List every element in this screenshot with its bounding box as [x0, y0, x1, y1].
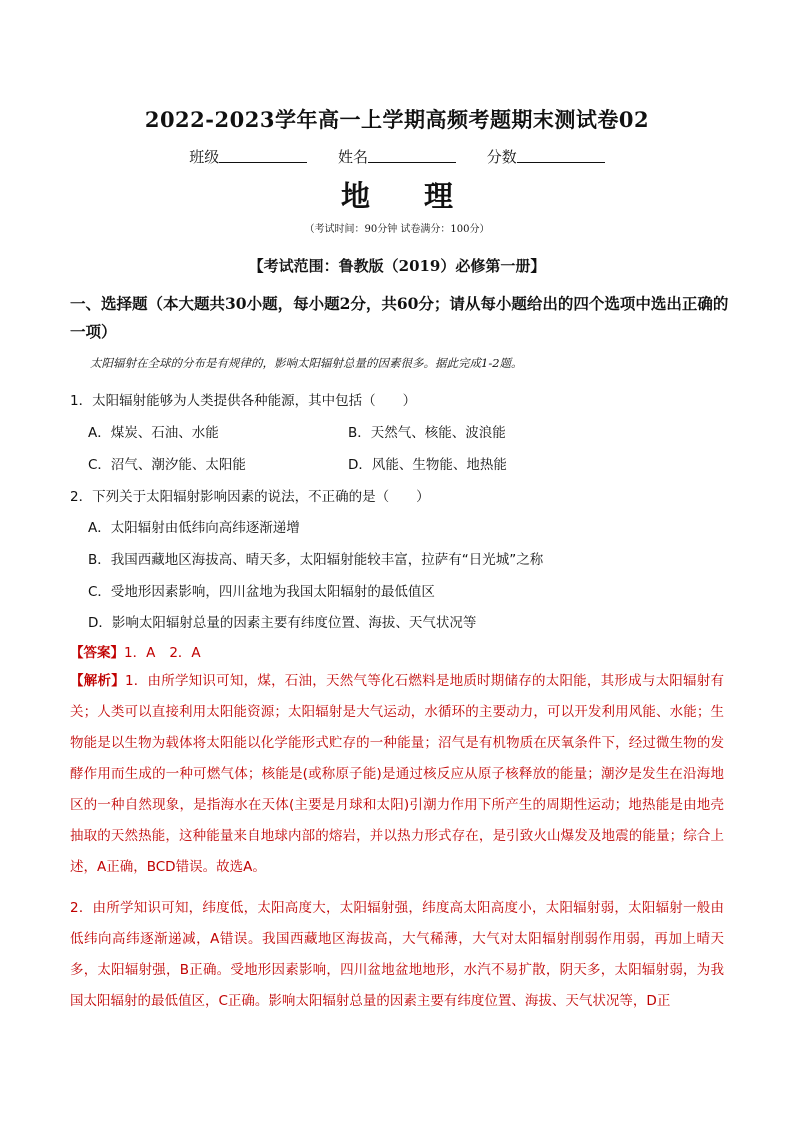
student-info-row — [0, 146, 794, 167]
name-blank[interactable] — [368, 148, 456, 163]
subject-heading: 地 理 — [340, 179, 476, 213]
class-field — [189, 146, 307, 167]
exam-scope: 【考试范围：鲁教版（2019）必修第一册】 — [248, 257, 546, 275]
score-blank[interactable] — [517, 148, 605, 163]
answer-1: 1．A — [124, 645, 156, 661]
section-heading: 一、选择题（本大题共30小题，每小题2分，共60分；请从每小题给出的四个选项中选出正确的一项） — [70, 294, 729, 341]
question-1-option-c[interactable]: C．沼气、潮汐能、太阳能 — [88, 457, 246, 473]
explanation-1 — [70, 666, 724, 883]
exam-time-note: （考试时间：90分钟 试卷满分：100分） — [304, 224, 490, 235]
answer-2: 2．A — [169, 645, 201, 661]
explanation-2 — [70, 893, 724, 1017]
question-1-option-b[interactable]: B．天然气、核能、波浪能 — [348, 425, 506, 441]
explanation-label: 【解析】 — [70, 673, 125, 689]
question-1-stem: 1．太阳辐射能够为人类提供各种能源，其中包括（ ） — [70, 393, 417, 409]
score-label: 分数 — [486, 148, 517, 166]
question-2-option-c[interactable]: C．受地形因素影响，四川盆地为我国太阳辐射的最低值区 — [88, 584, 435, 600]
explanation-2-text: 2．由所学知识可知，纬度低，太阳高度大，太阳辐射强，纬度高太阳高度小，太阳辐射弱，太阳辐射一般由低纬向高纬逐渐递减，A错误。我国西藏地区海拔高，大气稀薄，大气对太阳辐射削弱作用弱，再加上晴天多，太阳辐射强，B正确。受地形因素影响，四川盆地盆地地形，水汽不易扩散，阴天多，太阳辐射弱，为我国太阳辐射的最低值区，C正确。影响太阳辐射总量的因素主要有纬度位置、海拔、天气状况等，D正 — [70, 900, 724, 1009]
question-2-option-a[interactable]: A．太阳辐射由低纬向高纬逐渐递增 — [88, 520, 300, 536]
section-intro: 太阳辐射在全球的分布是有规律的，影响太阳辐射总量的因素很多。据此完成1-2题。 — [90, 356, 523, 370]
question-1-option-a[interactable]: A．煤炭、石油、水能 — [88, 425, 219, 441]
name-label: 姓名 — [337, 148, 368, 166]
class-blank[interactable] — [219, 148, 307, 163]
question-2-option-b[interactable]: B．我国西藏地区海拔高、晴天多，太阳辐射能较丰富，拉萨有“日光城”之称 — [88, 552, 544, 568]
class-label: 班级 — [189, 148, 220, 166]
answer-line — [70, 641, 201, 661]
question-2-stem: 2．下列关于太阳辐射影响因素的说法，不正确的是（ ） — [70, 489, 430, 505]
answer-label: 【答案】 — [70, 645, 124, 661]
exam-title: 2022-2023学年高一上学期高频考题期末测试卷02 — [144, 107, 650, 132]
name-field — [338, 146, 456, 167]
explanation-1-text: 1．由所学知识可知，煤，石油，天然气等化石燃料是地质时期储存的太阳能，其形成与太阳辐射有关；人类可以直接利用太阳能资源；太阳辐射是大气运动，水循环的主要动力，可以开发利用风能、水能；生物能是以生物为载体将太阳能以化学能形式贮存的一种能量；沼气是有机物质在厌氧条件下，经过微生物的发酵作用而生成的一种可燃气体；核能是(或称原子能)是通过核反应从原子核释放的能量；潮汐是发生在沿海地区的一种自然现象，是指海水在天体(主要是月球和太阳)引潮力作用下所产生的周期性运动；地热能是由地壳抽取的天然热能，这种能量来自地球内部的熔岩，并以热力形式存在，是引致火山爆发及地震的能量；综合上述，A正确，BCD错误。故选A。 — [70, 673, 725, 875]
question-1-option-d[interactable]: D．风能、生物能、地热能 — [348, 457, 507, 473]
score-field — [487, 146, 605, 167]
question-2-option-d[interactable]: D．影响太阳辐射总量的因素主要有纬度位置、海拔、天气状况等 — [88, 615, 477, 631]
